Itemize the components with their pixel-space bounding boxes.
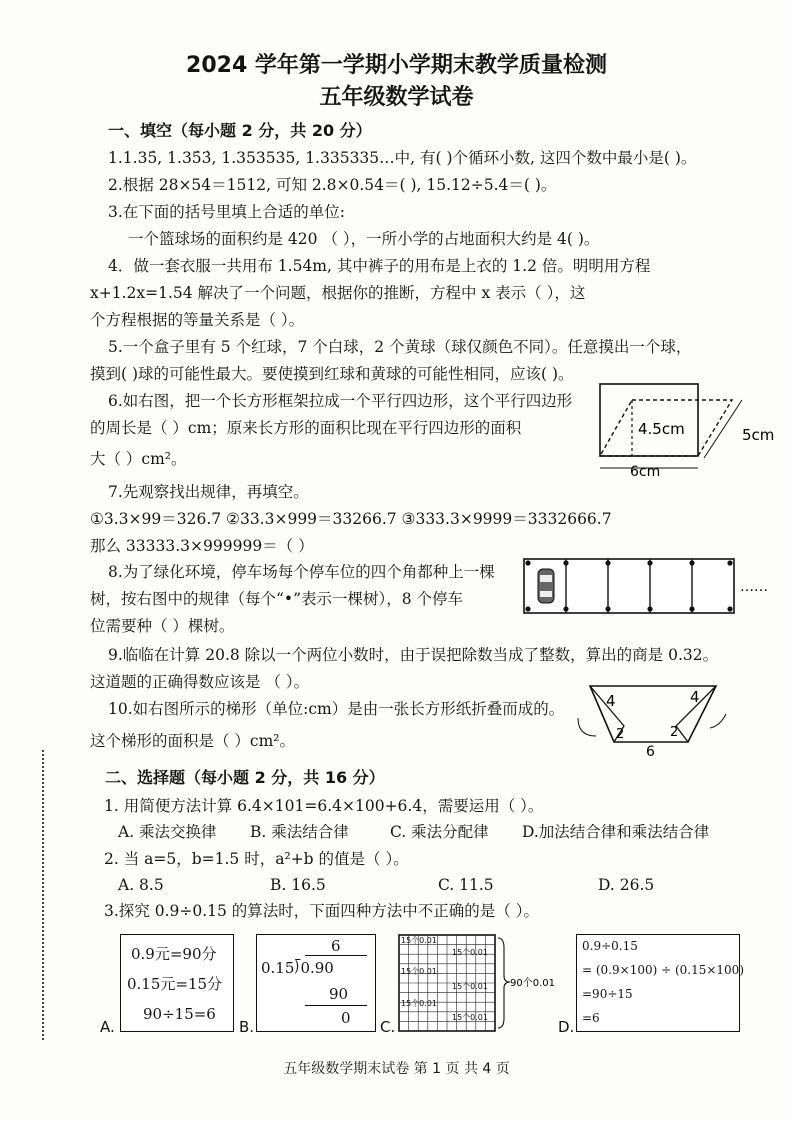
q6-line-3: 大（ ）cm²。 bbox=[90, 450, 187, 468]
q5-line-2: 摸到( )球的可能性最大。要使摸到红球和黄球的可能性相同，应该( )。 bbox=[90, 365, 574, 383]
s2-q3-a-line: 90÷15=6 bbox=[143, 1005, 216, 1023]
s2-q3-d-line: =90÷15 bbox=[582, 987, 633, 1001]
q8-continuation: …… bbox=[740, 579, 768, 595]
q10-line: 10.如右图所示的梯形（单位:cm）是由一张长方形纸折叠而成的。 bbox=[108, 700, 565, 718]
q8-tree-dot bbox=[605, 560, 610, 565]
q8-figure bbox=[522, 555, 787, 617]
s2-q2-option-c: C. 11.5 bbox=[438, 876, 494, 894]
q10-fold-arrow-left bbox=[578, 718, 596, 736]
s2-q3-stem: 3.探究 0.9÷0.15 的算法时，下面四种方法中不正确的是（ ）。 bbox=[104, 902, 539, 920]
q6-side-arrow bbox=[704, 400, 742, 458]
q8-tree-dot bbox=[647, 606, 652, 611]
q3-line: 3.在下面的括号里填上合适的单位: bbox=[108, 203, 346, 221]
q4-line-3: 个方程根据的等量关系是（ ）。 bbox=[90, 311, 305, 329]
s2-q1-option-c: C. 乘法分配律 bbox=[390, 823, 489, 841]
q8-tree-dot bbox=[605, 606, 610, 611]
s2-q3-b-bar bbox=[305, 955, 367, 956]
s2-q3-b-product: 90 bbox=[329, 985, 349, 1003]
q4-line: 4．做一套衣服一共用布 1.54m, 其中裤子的用布是上衣的 1.2 倍。明明用方程 bbox=[108, 257, 651, 275]
s2-q3-b-quotient: 6 bbox=[331, 937, 341, 955]
s2-q1-option-b: B. 乘法结合律 bbox=[250, 823, 349, 841]
s2-q3-b-remainder: 0 bbox=[341, 1009, 351, 1027]
page-subtitle: 五年级数学试卷 bbox=[319, 85, 474, 110]
section1-heading: 一、填空（每小题 2 分，共 20 分） bbox=[108, 121, 372, 140]
q8-tree-dot bbox=[689, 560, 694, 565]
q6-label-base: 6cm bbox=[630, 464, 661, 478]
s2-q3-grid-figure bbox=[398, 934, 558, 1034]
q8-line-3: 位需要种（ ）棵树。 bbox=[90, 617, 235, 635]
q6-label-height: 4.5cm bbox=[638, 420, 685, 438]
q8-tree-dot bbox=[525, 560, 530, 565]
s2-q3-c-label: 15个0.01 bbox=[401, 936, 437, 945]
s2-q3-b-bar bbox=[305, 1005, 367, 1006]
q8-tree-dot bbox=[647, 560, 652, 565]
q7-line-3: 那么 33333.3×999999＝（ ） bbox=[90, 537, 314, 555]
s2-q3-label-a: A. bbox=[100, 1018, 115, 1036]
s2-q3-box-d bbox=[576, 934, 744, 1032]
q2-line: 2.根据 28×54＝1512, 可知 2.8×0.54＝( ), 15.12÷5.4＝( )。 bbox=[108, 176, 557, 194]
s2-q3-b-dividend: 0.15⟌0.90 bbox=[261, 959, 334, 977]
q8-tree-dot bbox=[525, 606, 530, 611]
q10-label-left: 4 bbox=[606, 692, 616, 710]
page-title: 2024 学年第一学期小学期末教学质量检测 bbox=[186, 53, 607, 78]
q3-line-2: 一个篮球场的面积约是 420 （ ），一所小学的占地面积大约是 4( )。 bbox=[128, 230, 600, 248]
q10-label-small-left: 2 bbox=[616, 727, 625, 742]
s2-q3-a-line: 0.15元=15分 bbox=[127, 975, 223, 993]
q6-label-side: 5cm bbox=[742, 426, 775, 444]
s2-q3-d-line: =6 bbox=[582, 1011, 600, 1025]
q10-fold-arrow-right bbox=[710, 714, 726, 728]
q5-line: 5.一个盒子里有 5 个红球，7 个白球，2 个黄球（球仅颜色不同）。任意摸出一个球， bbox=[108, 338, 692, 356]
q10-figure bbox=[570, 678, 750, 758]
s2-q2-option-a: A. 8.5 bbox=[118, 876, 164, 894]
section2-heading: 二、选择题（每小题 2 分，共 16 分） bbox=[105, 768, 385, 787]
s2-q3-box-b bbox=[256, 934, 376, 1032]
s2-q3-c-brace-label: 90个0.01 bbox=[510, 978, 555, 989]
s2-q3-a-line: 0.9元=90分 bbox=[131, 945, 217, 963]
s2-q3-label-c: C. bbox=[380, 1018, 396, 1036]
q10-label-right: 4 bbox=[690, 688, 700, 706]
s2-q3-d-line: 0.9÷0.15 bbox=[582, 939, 638, 953]
q4-line-2: x+1.2x=1.54 解决了一个问题，根据你的推断，方程中 x 表示（ ），这 bbox=[90, 284, 586, 302]
q10-label-bottom: 6 bbox=[646, 744, 655, 758]
q7-line: 7.先观察找出规律，再填空。 bbox=[108, 483, 309, 501]
q10-line-2: 这个梯形的面积是（ ）cm²。 bbox=[90, 732, 296, 750]
s2-q3-c-label: 15个0.01 bbox=[452, 948, 488, 957]
q8-car-icon bbox=[538, 569, 554, 603]
s2-q3-d-line: = (0.9×100) ÷ (0.15×100) bbox=[582, 963, 744, 977]
s2-q3-label-d: D. bbox=[558, 1018, 575, 1036]
q8-line: 8.为了绿化环境，停车场每个停车位的四个角都种上一棵 bbox=[108, 563, 495, 581]
q10-label-small-right: 2 bbox=[670, 725, 679, 740]
s2-q3-c-label: 15个0.01 bbox=[401, 967, 437, 976]
q9-line: 9.临临在计算 20.8 除以一个两位小数时，由于误把除数当成了整数，算出的商是 0.32。 bbox=[108, 646, 719, 664]
s2-q2-option-b: B. 16.5 bbox=[270, 876, 326, 894]
s2-q3-c-label: 15个0.01 bbox=[452, 1013, 488, 1022]
page-footer: 五年级数学期末试卷 第 1 页 共 4 页 bbox=[283, 1061, 510, 1077]
s2-q1-stem: 1. 用简便方法计算 6.4×101=6.4×100+6.4，需要运用（ ）。 bbox=[104, 797, 544, 815]
binding-dotted-line bbox=[42, 750, 44, 1040]
q8-tree-dot bbox=[689, 606, 694, 611]
s2-q1-option-a: A. 乘法交换律 bbox=[118, 823, 217, 841]
s2-q3-c-brace bbox=[498, 938, 510, 1028]
q9-line-2: 这道题的正确得数应该是 （ ）。 bbox=[90, 673, 310, 691]
q8-tree-dot bbox=[563, 606, 568, 611]
q8-tree-dot bbox=[727, 606, 732, 611]
s2-q3-c-label: 15个0.01 bbox=[452, 982, 488, 991]
q6-line-2: 的周长是（ ）cm；原来长方形的面积比现在平行四边形的面积 bbox=[90, 419, 522, 437]
q7-line-2: ①3.3×99＝326.7 ②33.3×999＝33266.7 ③333.3×9999＝3332666.7 bbox=[90, 510, 612, 528]
q8-parking-strip bbox=[524, 559, 734, 613]
q1-line: 1.1.35̇, 1.35̇3̇, 1.353535, 1.335335…中, 有( )个循环小数, 这四个数中最小是( )。 bbox=[108, 149, 697, 167]
s2-q2-option-d: D. 26.5 bbox=[598, 876, 655, 894]
q8-tree-dot bbox=[727, 560, 732, 565]
q8-line-2: 树，按右图中的规律（每个“•”表示一棵树），8 个停车 bbox=[90, 590, 464, 608]
s2-q3-box-a bbox=[120, 934, 234, 1032]
s2-q3-c-label: 15个0.01 bbox=[401, 999, 437, 1008]
s2-q2-stem: 2. 当 a=5，b=1.5 时，a²+b 的值是（ ）。 bbox=[104, 850, 409, 868]
q8-tree-dot bbox=[563, 560, 568, 565]
q6-line: 6.如右图，把一个长方形框架拉成一个平行四边形，这个平行四边形 bbox=[108, 392, 573, 410]
q6-figure bbox=[592, 378, 787, 478]
s2-q1-option-d: D.加法结合律和乘法结合律 bbox=[522, 823, 710, 841]
s2-q3-label-b: B. bbox=[239, 1018, 255, 1036]
